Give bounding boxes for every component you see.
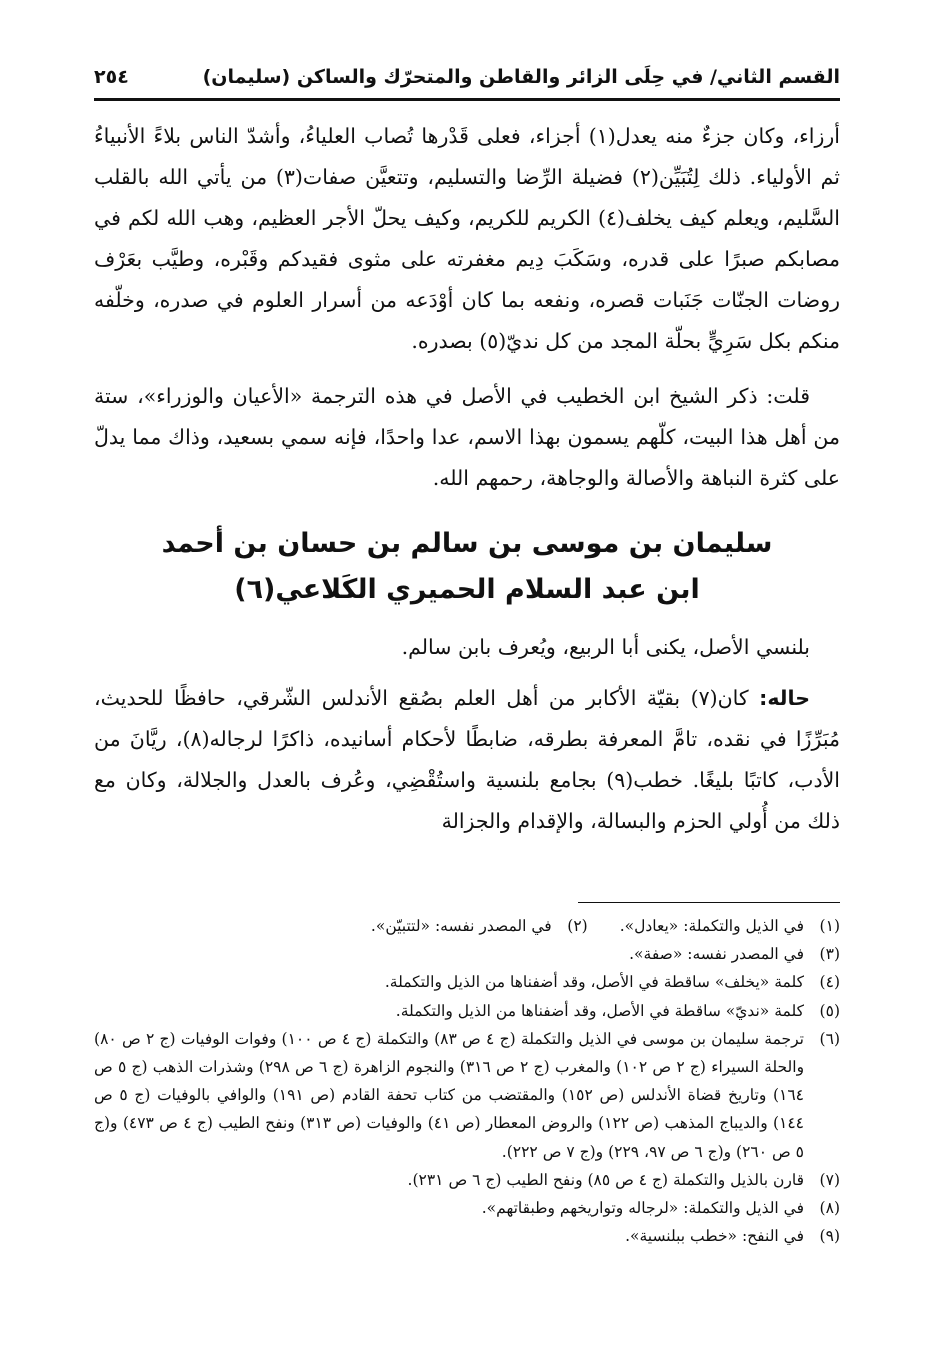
hal-text: كان(٧) بقيّة الأكابر من أهل العلم بصُقع الأندلس الشّرقي، حافظًا للحديث، مُبَرِّزًا في نقده، تامَّ المعرفة بطرقه، ضابطًا لأحكام أسانيده، ذاكرًا لرجاله(٨)، ريَّانَ من الأدب، كاتبًا بليغًا. خطب(٩) بجامع بلنسية واستُقْضِي، وعُرف بالعدل والجلالة، وكان مع ذلك من أُولي الحزم والبسالة، والإقدام والجزالة (94, 686, 840, 833)
footnote-text: قارن بالذيل والتكملة (ج ٤ ص ٨٥) ونفح الطيب (ج ٦ ص ٢٣١). (407, 1170, 804, 1189)
footnote-row-1-2 (94, 912, 840, 940)
paragraph-hal (94, 678, 840, 842)
biography-title-line-1: سليمان بن موسى بن سالم بن حسان بن أحمد (161, 528, 773, 559)
footnote-number: (٤) (819, 973, 840, 992)
footnote-5 (94, 997, 840, 1025)
footnote-text: في النفح: «خطب ببلنسية». (625, 1227, 804, 1246)
footnote-3 (94, 940, 840, 968)
footnote-4 (94, 968, 840, 996)
biography-title-line-2: ابن عبد السلام الحميري الكَلاعي(٦) (234, 574, 700, 605)
footnote-8 (94, 1194, 840, 1222)
footnote-number: (٢) (567, 917, 588, 935)
footnote-number: (٨) (819, 1199, 840, 1218)
footnote-text: كلمة «يخلف» ساقطة في الأصل، وقد أضفناها من الذيل والتكملة. (384, 973, 804, 992)
footnote-text: في الذيل والتكملة: «يعادل». (619, 917, 804, 935)
footnote-number: (٩) (819, 1227, 840, 1246)
footnote-1 (620, 912, 840, 940)
paragraph-condolence: أرزاء، وكان جزءٌ منه يعدل(١) أجزاء، فعلى قَدْرها تُصاب العلياءُ، وأشدّ الناس بلاءً الأنبياءُ ثم الأولياء. ذلك لِتُبَيِّن(٢) فضيلة الرِّضا والتسليم، وتتعيَّن صفات(٣) من يأتي الله بالقلب السَّليم، ويعلم كيف يخلف(٤) الكريم للكريم، وكيف يحلّ الأجر العظيم، وهب الله لكم في مصابكم صبرًا على قدره، وسَكَبَ دِيم مغفرته على مثوى فقيدكم وقَبْره، وطيَّب بعَرْف روضات الجنّات جَنَبات قصره، ونفعه بما كان أوْدَعه من أسرار العلوم في صدره، وخلّفه منكم بكل سَرِيٍّ بحلّة المجد من كل نديّ(٥) بصدره. (94, 124, 840, 353)
footnote-text: ترجمة سليمان بن موسى في الذيل والتكملة (ج ٤ ص ٨٣) والتكملة (ج ٤ ص ١٠٠) وفوات الوفيات (ج ٢ ص ٨٠) والحلة السيراء (ج ٢ ص ١٠٢) والمغرب (ج ٢ ص ٣١٦) والنجوم الزاهرة (ج ٦ ص ٢٩٨) وشذرات الذهب (ج ٥ ص ١٦٤) وتاريخ قضاة الأندلس (ص ١٥٢) والمقتضب من كتاب تحفة القادم (ص ١٩١) والوافي بالوفيات (ج ٥ ص ١٤٤) والديباج المذهب (ص ١٢٢) والروض المعطار (ص ٤١) والوفيات (ص ٣١٣) ونفح الطيب (ج ٤ ص ٤٧٣) و(ج ٥ ص ٢٦٠) و(ج ٦ ص ٩٧، ٢٢٩) و(ج ٧ ص ٢٢٢). (94, 1029, 805, 1161)
footnote-text: في الذيل والتكملة: «لرجاله وتواريخهم وطبقاتهم». (481, 1199, 804, 1218)
header-rule (94, 98, 840, 101)
footnotes (94, 912, 840, 1250)
footnote-7 (94, 1166, 840, 1194)
paragraph-editor-note: قلت: ذكر الشيخ ابن الخطيب في الأصل في هذه الترجمة «الأعيان والوزراء»، ستة من أهل هذا البيت، كلّهم يسمون بهذا الاسم، عدا واحدًا، فإنه سمي بسعيد، وذاك مما يدلّ على كثرة النباهة والأصالة والوجاهة، رحمهم الله. (94, 384, 840, 490)
running-title: القسم الثاني/ في حِلَى الزائر والقاطن والمتحرّك والساكن (سليمان) (202, 66, 840, 88)
footnote-6 (94, 1025, 840, 1166)
hal-label: حاله: (759, 686, 810, 710)
footnote-2 (371, 912, 588, 940)
footnote-number: (٧) (819, 1170, 840, 1189)
footnote-number: (١) (819, 917, 840, 935)
footnote-number: (٣) (819, 945, 840, 964)
footnote-number: (٥) (819, 1001, 840, 1020)
footnote-text: في المصدر نفسه: «لتتبيّن». (370, 917, 552, 935)
footnote-9 (94, 1222, 840, 1250)
footnote-text: في المصدر نفسه: «صفة». (629, 945, 804, 964)
page-header (94, 60, 840, 94)
footnote-rule (578, 902, 840, 903)
footnote-text: كلمة «نديّ» ساقطة في الأصل، وقد أضفناها من الذيل والتكملة. (395, 1001, 804, 1020)
footnote-number: (٦) (819, 1029, 840, 1048)
paragraph-kunya: بلنسي الأصل، يكنى أبا الربيع، ويُعرف بابن سالم. (401, 635, 810, 659)
main-text (94, 116, 840, 842)
biography-title (94, 521, 840, 613)
page-number: ٢٥٤ (94, 66, 129, 88)
